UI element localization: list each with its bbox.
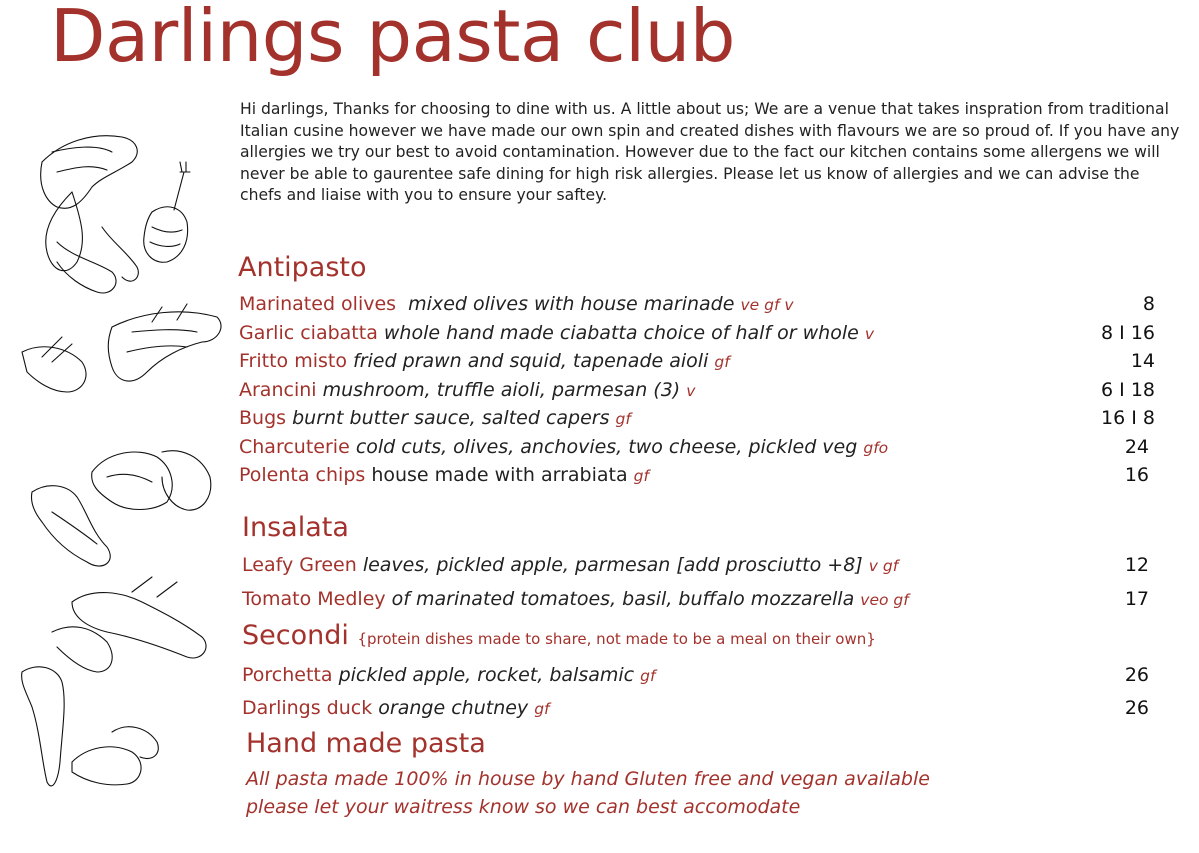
item-name: Darlings duck bbox=[242, 697, 373, 719]
dietary-tags: gfo bbox=[863, 439, 889, 457]
section-heading-antipasto: Antipasto bbox=[238, 252, 367, 283]
item-name: Bugs bbox=[239, 407, 287, 429]
hands-line-art-icon bbox=[12, 92, 237, 832]
pasta-note-line-1: All pasta made 100% in house by hand Gluten free and vegan available bbox=[246, 768, 930, 790]
dietary-tags: v bbox=[864, 325, 875, 343]
menu-item bbox=[239, 434, 1155, 460]
item-description: of marinated tomatoes, basil, buffalo mozzarella bbox=[391, 588, 855, 610]
item-price: 26 bbox=[1124, 664, 1149, 686]
item-price: 17 bbox=[1124, 588, 1149, 610]
menu-item bbox=[239, 348, 1155, 374]
menu-item bbox=[239, 377, 1155, 403]
item-price: 24 bbox=[1124, 436, 1149, 458]
dietary-tags: gf bbox=[534, 700, 550, 718]
item-name: Charcuterie bbox=[239, 436, 350, 458]
section-heading-insalata: Insalata bbox=[242, 512, 349, 543]
menu-item bbox=[242, 695, 1149, 721]
menu-title: Darlings pasta club bbox=[50, 0, 735, 78]
dietary-tags: ve gf v bbox=[740, 296, 794, 314]
item-name: Marinated olives bbox=[239, 293, 397, 315]
dietary-tags: gf bbox=[640, 667, 656, 685]
dietary-tags: gf bbox=[714, 353, 730, 371]
pasta-note-line-2: please let your waitress know so we can best accomodate bbox=[246, 796, 801, 818]
pasta-note bbox=[246, 765, 1026, 821]
dietary-tags: v gf bbox=[868, 557, 899, 575]
dietary-tags: gf bbox=[615, 410, 631, 428]
item-price: 6 I 18 bbox=[1101, 379, 1155, 401]
section-heading-secondi bbox=[242, 620, 876, 651]
item-price: 16 I 8 bbox=[1101, 407, 1155, 429]
item-name: Fritto misto bbox=[239, 350, 347, 372]
menu-item bbox=[239, 462, 1155, 488]
item-price: 12 bbox=[1124, 554, 1149, 576]
item-name: Leafy Green bbox=[242, 554, 357, 576]
item-description: cold cuts, olives, anchovies, two cheese, pickled veg bbox=[355, 436, 858, 458]
secondi-note: {protein dishes made to share, not made to be a meal on their own} bbox=[357, 630, 876, 648]
item-description: orange chutney bbox=[378, 697, 529, 719]
item-description: house made with arrabiata bbox=[371, 464, 628, 486]
item-price: 14 bbox=[1130, 350, 1155, 372]
item-description: pickled apple, rocket, balsamic bbox=[338, 664, 635, 686]
item-description: mushroom, truffle aioli, parmesan (3) bbox=[322, 379, 681, 401]
menu-item bbox=[239, 405, 1155, 431]
item-name: Arancini bbox=[239, 379, 317, 401]
item-description: fried prawn and squid, tapenade aioli bbox=[353, 350, 709, 372]
dietary-tags: v bbox=[686, 382, 696, 400]
item-description: mixed olives with house marinade bbox=[408, 293, 735, 315]
intro-paragraph: Hi darlings, Thanks for choosing to dine with us. A little about us; We are a venue that takes inspration from traditional Italian cusine however we have made our own spin and created dishes with flavours we are so proud of. If you have any allergies we try our best to avoid contamination. However due to the fact our kitchen contains some allergens we will never be able to gaurentee safe dining for high risk allergies. Please let us know of allergies and we can advise the chefs and liaise with you to ensure your saftey. bbox=[240, 100, 1180, 204]
secondi-heading-text: Secondi bbox=[242, 620, 349, 651]
menu-item bbox=[239, 291, 1155, 317]
item-price: 8 I 16 bbox=[1101, 322, 1155, 344]
item-description: burnt butter sauce, salted capers bbox=[292, 407, 610, 429]
item-price: 16 bbox=[1124, 464, 1149, 486]
menu-item bbox=[242, 586, 1149, 612]
item-name: Polenta chips bbox=[239, 464, 366, 486]
item-name: Porchetta bbox=[242, 664, 333, 686]
menu-item bbox=[242, 662, 1149, 688]
item-name: Tomato Medley bbox=[242, 588, 386, 610]
item-name: Garlic ciabatta bbox=[239, 322, 378, 344]
menu-item bbox=[242, 552, 1149, 578]
item-price: 8 bbox=[1142, 293, 1155, 315]
item-price: 26 bbox=[1124, 697, 1149, 719]
menu-item bbox=[239, 320, 1155, 346]
item-description: leaves, pickled apple, parmesan [add prosciutto +8] bbox=[362, 554, 863, 576]
dietary-tags: veo gf bbox=[860, 591, 909, 609]
item-description: whole hand made ciabatta choice of half or whole bbox=[383, 322, 859, 344]
section-heading-pasta: Hand made pasta bbox=[246, 728, 486, 759]
dietary-tags: gf bbox=[633, 467, 649, 485]
